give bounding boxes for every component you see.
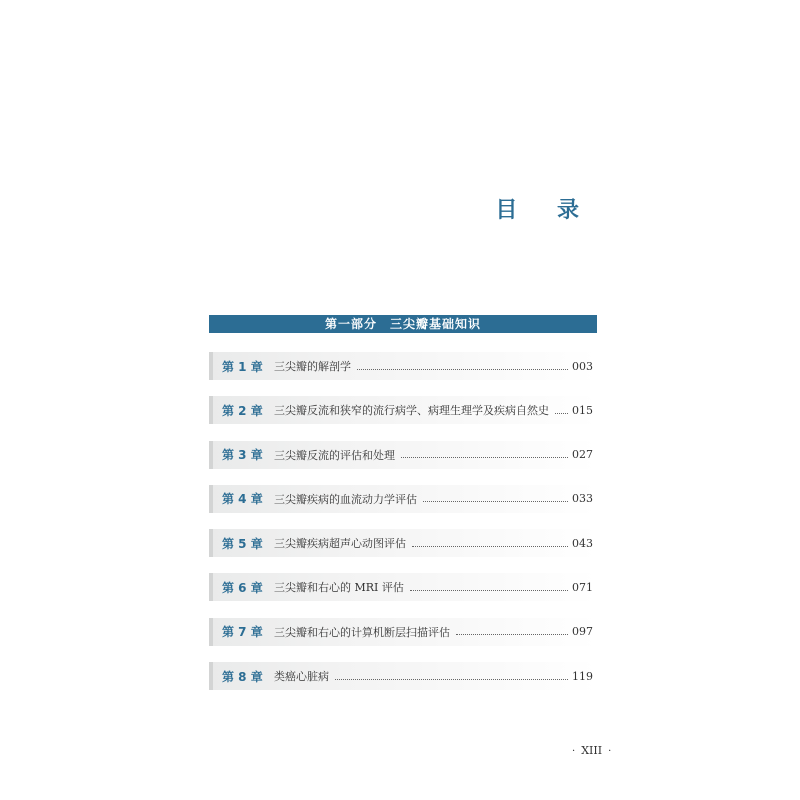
chapter-page: 003 [572, 359, 593, 373]
chapter-page: 015 [572, 403, 593, 417]
chapter-page: 119 [572, 669, 593, 683]
page-number-value: XIII [581, 744, 603, 757]
page-title: 目 录 [495, 198, 595, 223]
chapter-title: 三尖瓣和右心的 MRI 评估 [274, 581, 404, 595]
dot-leader [412, 545, 568, 547]
chapter-row[interactable] [209, 618, 597, 646]
chapter-number: 第 5 章 [222, 536, 263, 551]
footer-right-mark: · [608, 746, 612, 757]
chapter-row[interactable] [209, 352, 597, 380]
footer-left-mark: · [572, 746, 576, 757]
chapter-page: 033 [572, 492, 593, 506]
chapter-page: 043 [572, 536, 593, 550]
chapter-title: 三尖瓣疾病的血流动力学评估 [274, 492, 417, 506]
chapter-title: 三尖瓣反流和狭窄的流行病学、病理生理学及疾病自然史 [274, 404, 549, 418]
chapter-page: 097 [572, 625, 593, 639]
chapter-row[interactable] [209, 529, 597, 557]
chapter-number: 第 4 章 [222, 492, 263, 507]
dot-leader [456, 633, 568, 635]
chapter-number: 第 1 章 [222, 359, 263, 374]
page-number [566, 744, 617, 757]
chapter-title: 三尖瓣和右心的计算机断层扫描评估 [274, 625, 450, 639]
chapter-title: 三尖瓣反流的评估和处理 [274, 448, 395, 462]
chapter-title: 三尖瓣的解剖学 [274, 360, 351, 373]
dot-leader [555, 412, 568, 414]
chapter-number: 第 2 章 [222, 403, 263, 418]
chapter-number: 第 3 章 [222, 448, 263, 463]
chapter-page: 071 [572, 580, 593, 594]
chapter-title: 类癌心脏病 [274, 670, 329, 684]
dot-leader [335, 678, 568, 680]
dot-leader [357, 368, 568, 370]
part-header: 第一部分 三尖瓣基础知识 [209, 315, 597, 333]
chapter-number: 第 6 章 [222, 580, 263, 595]
chapter-page: 027 [572, 448, 593, 462]
chapter-row[interactable] [209, 396, 597, 424]
chapter-row[interactable] [209, 662, 597, 690]
chapter-number: 第 7 章 [222, 625, 263, 640]
chapter-list [209, 352, 597, 706]
chapter-row[interactable] [209, 441, 597, 469]
dot-leader [423, 500, 568, 502]
dot-leader [401, 456, 568, 458]
chapter-row[interactable] [209, 573, 597, 601]
chapter-row[interactable] [209, 485, 597, 513]
chapter-number: 第 8 章 [222, 669, 263, 684]
chapter-title: 三尖瓣疾病超声心动图评估 [274, 537, 406, 551]
dot-leader [410, 589, 568, 591]
